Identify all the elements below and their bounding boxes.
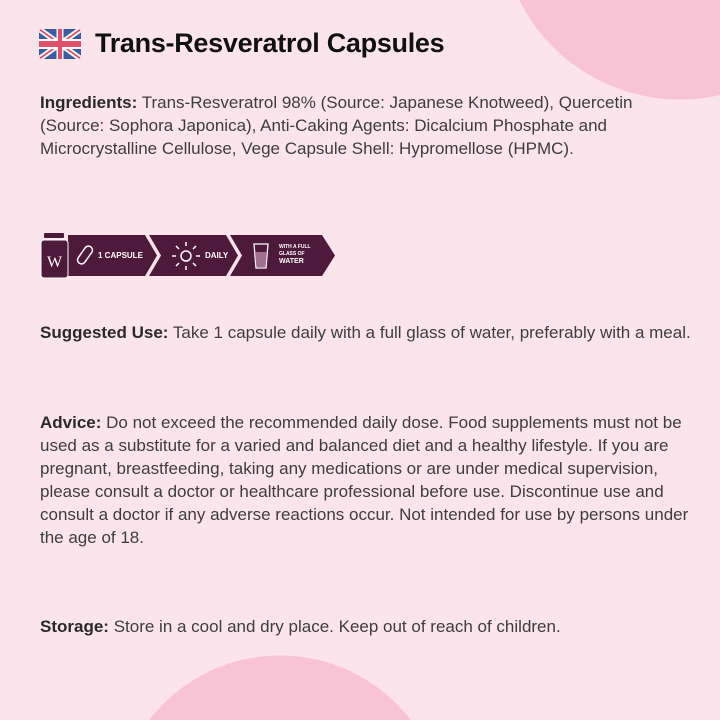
- storage-label: Storage:: [40, 617, 109, 636]
- advice-label: Advice:: [40, 413, 102, 432]
- water-line-2: GLASS OF: [279, 251, 305, 257]
- dose-step-capsule: 1 CAPSULE: [98, 251, 143, 260]
- water-line-3: WATER: [279, 258, 304, 265]
- water-line-1: WITH A FULL: [279, 244, 311, 250]
- dose-step-water: [279, 244, 311, 266]
- storage-section: [40, 615, 700, 638]
- page-title: Trans-Resveratrol Capsules: [95, 28, 445, 58]
- ingredients-section: [40, 91, 700, 160]
- dose-step-daily: DAILY: [205, 251, 229, 260]
- ingredients-label: Ingredients:: [40, 93, 138, 112]
- suggested-use-section: [40, 321, 700, 344]
- supplement-jar-icon: [41, 233, 68, 278]
- suggested-use-text: Take 1 capsule daily with a full glass of water, preferably with a meal.: [168, 323, 691, 342]
- suggested-use-label: Suggested Use:: [40, 323, 169, 342]
- advice-section: [40, 411, 700, 549]
- uk-flag-icon: [39, 29, 81, 59]
- dosage-banner: [40, 232, 335, 279]
- advice-text: Do not exceed the recommended daily dose. Food supplements must not be used as a substitute for a varied and balanced diet and a healthy lifestyle. If you are pregnant, breastfeeding, taking any medications or are under medical supervision, please consult a doctor or healthcare professional before use. Discontinue use and consult a doctor if any adverse reactions occur. Not intended for use by persons under the age of 18.: [40, 413, 689, 547]
- svg-text:W: W: [46, 254, 63, 271]
- header: [39, 28, 444, 59]
- storage-text: Store in a cool and dry place. Keep out of reach of children.: [108, 617, 561, 636]
- ingredients-text: Trans-Resveratrol 98% (Source: Japanese Knotweed), Quercetin (Source: Sophora Japonica), Anti-Caking Agents: Dicalcium Phosphate and Microcrystalline Cellulose, Vege Capsule Shell: Hypromellose (HPMC).: [40, 93, 633, 158]
